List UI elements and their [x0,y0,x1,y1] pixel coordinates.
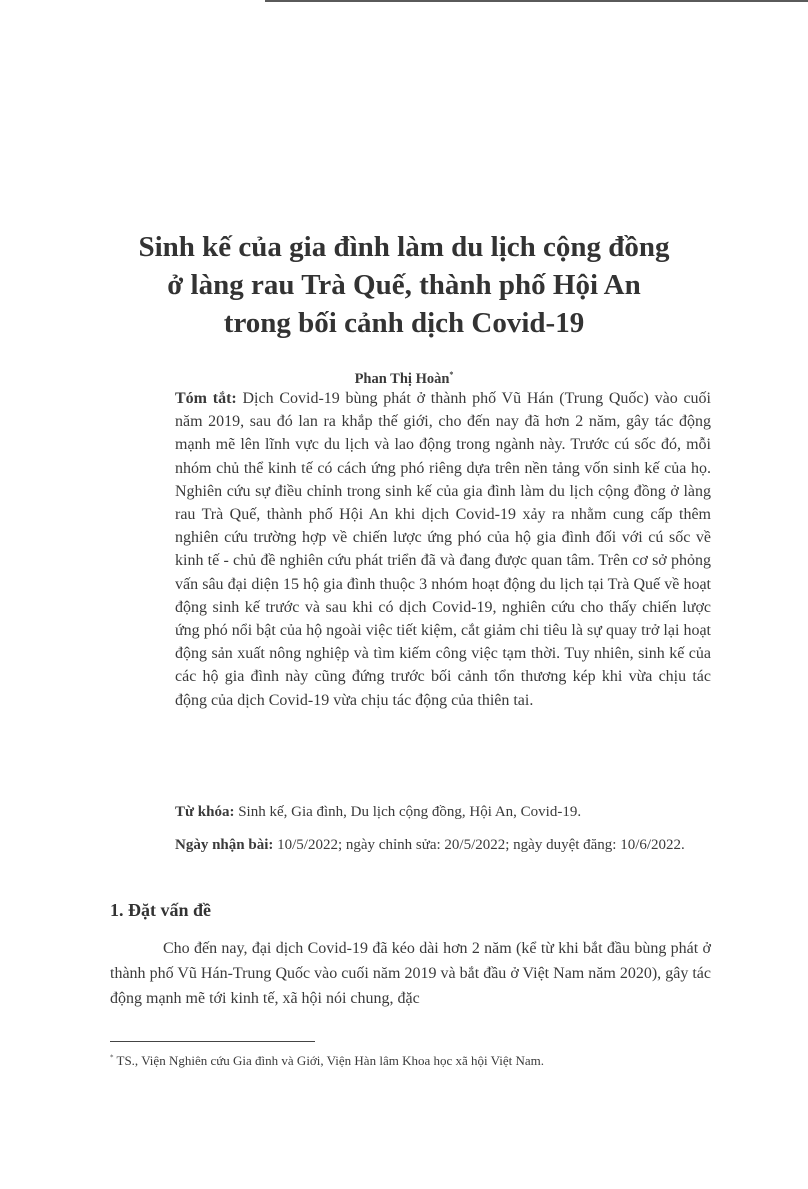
title-line-1: Sinh kế của gia đình làm du lịch cộng đồng [138,231,670,263]
submission-dates [175,835,711,856]
abstract-text: Dịch Covid-19 bùng phát ở thành phố Vũ Hán (Trung Quốc) vào cuối năm 2019, sau đó lan ra khắp thế giới, cho đến nay đã hơn 2 năm, gây tác động mạnh mẽ lên lĩnh vực du lịch và lao động trong ngành này. Trước cú sốc đó, mỗi nhóm chủ thể kinh tế có cách ứng phó riêng dựa trên nền tảng vốn sinh kế của họ. Nghiên cứu sự điều chỉnh trong sinh kế của gia đình làm du lịch cộng đồng ở làng rau Trà Quế, thành phố Hội An khi dịch Covid-19 xảy ra nhằm cung cấp thêm nghiên cứu trường hợp về chiến lược ứng phó của hộ gia đình đối với cú sốc về kinh tế - chủ đề nghiên cứu phát triển đã và đang được quan tâm. Trên cơ sở phỏng vấn sâu đại diện 15 hộ gia đình thuộc 3 nhóm hoạt động du lịch tại Trà Quế về hoạt động sinh kế trước và sau khi có dịch Covid-19, nghiên cứu cho thấy chiến lược ứng phó nổi bật của hộ ngoài việc tiết kiệm, cắt giảm chi tiêu là sự quay trở lại hoạt động sản xuất nông nghiệp và tìm kiếm công việc tạm thời. Tuy nhiên, sinh kế của các hộ gia đình này cũng đứng trước bối cảnh tổn thương kép khi vừa chịu tác động của dịch Covid-19 vừa chịu tác động của thiên tai. [175,390,711,709]
keywords-text: Sinh kế, Gia đình, Du lịch cộng đồng, Hội An, Covid-19. [234,804,582,820]
footnote-text: TS., Viện Nghiên cứu Gia đình và Giới, Viện Hàn lâm Khoa học xã hội Việt Nam. [113,1053,545,1068]
footnote-mark: * [110,1053,114,1062]
author-name: Phan Thị Hoàn [354,370,450,387]
author-byline [0,370,808,388]
section-heading: 1. Đặt vấn đề [110,900,212,920]
keywords [175,802,711,823]
abstract [175,387,711,712]
keywords-label: Từ khóa: [175,804,235,820]
page-top-rule [265,0,808,2]
author-footnote-mark: * [449,370,454,379]
title-line-3: trong bối cảnh dịch Covid-19 [223,307,585,339]
footnote-divider [110,1041,315,1042]
section-paragraph: Cho đến nay, đại dịch Covid-19 đã kéo dài hơn 2 năm (kể từ khi bắt đầu bùng phát ở thành phố Vũ Hán-Trung Quốc vào cuối năm 2019 và bắt đầu ở Việt Nam năm 2020), gây tác động mạnh mẽ tới kinh tế, xã hội nói chung, đặc [110,940,711,1007]
title-line-2: ở làng rau Trà Quế, thành phố Hội An [167,269,641,301]
footnote [110,1053,710,1069]
abstract-label: Tóm tắt: [175,390,237,407]
dates-text: 10/5/2022; ngày chỉnh sửa: 20/5/2022; ngày duyệt đăng: 10/6/2022. [273,837,685,853]
dates-label: Ngày nhận bài: [175,837,274,853]
article-title [60,228,748,342]
